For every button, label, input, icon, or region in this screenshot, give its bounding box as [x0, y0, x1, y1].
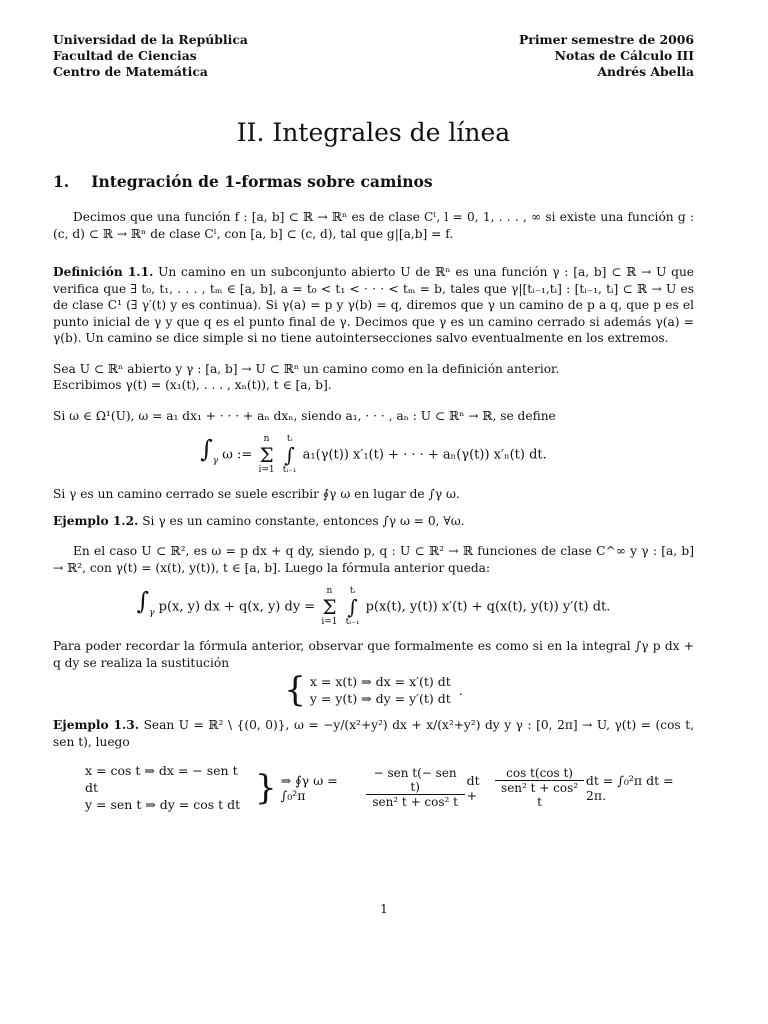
fraction-1-denominator: sen² t + cos² t	[372, 795, 458, 809]
para-closed: Si γ es un camino cerrado se suele escribir ∮γ ω en lugar de ∫γ ω.	[53, 487, 460, 501]
example-1-3	[53, 717, 694, 750]
fraction-2-numerator: cos t(cos t)	[495, 766, 584, 781]
header-center: Centro de Matemática	[53, 64, 208, 79]
para-omega: Si ω ∈ Ω¹(U), ω = a₁ dx₁ + · · · + aₙ dxₙ, siendo a₁, · · · , aₙ : U ⊂ ℝⁿ → ℝ, se define	[53, 408, 556, 423]
fraction-1-numerator: − sen t(− sen t)	[366, 766, 465, 795]
eq2-int-top: tᵢ	[349, 586, 356, 596]
example-1-3-text: Sean U = ℝ² \ {(0, 0)}, ω = −y/(x²+y²) dx + x/(x²+y²) dy y γ : [0, 2π] → U, γ(t) = (cos t, sen t), luego	[53, 718, 695, 749]
eq2-int-bottom: tᵢ₋₁	[345, 617, 360, 627]
header-author: Andrés Abella	[597, 64, 694, 79]
substitution-y: y = y(t) ⇒ dy = y′(t) dt	[309, 691, 451, 706]
example-1-3-label: Ejemplo 1.3.	[53, 718, 139, 732]
eq1-int-bottom: tᵢ₋₁	[282, 465, 297, 475]
definition-text: Un camino en un subconjunto abierto U de ℝⁿ es una función γ : [a, b] ⊂ ℝ → U que verifica que ∃ t₀, t₁, . . . , tₘ ∈ [a, b], a = t₀ < t₁ < · · · < tₘ = b, tales que γ|[tᵢ₋₁,tᵢ] : [tᵢ₋₁, tᵢ] ⊂ ℝ → U es de clase C¹ (∃ γ′(t) y es continua). Si γ(a) = p y γ(b) = q, diremos que γ un camino de p a q, que p es el punto inicial de γ y que q es el punto final de γ. Decimos que γ es un camino cerrado si además γ(a) = γ(b). Un camino se dice simple si no tiene autointersecciones salvo eventualmente en los extremos.	[53, 265, 695, 345]
para-r2: En el caso U ⊂ ℝ², es ω = p dx + q dy, siendo p, q : U ⊂ ℝ² → ℝ funciones de clase C^∞ y γ : [a, b] → ℝ², con γ(t) = (x(t), y(t)), t ∈ [a, b]. Luego la fórmula anterior queda:	[53, 544, 694, 575]
equation-2	[53, 586, 694, 628]
para-remember: Para poder recordar la fórmula anterior, observar que formalmente es como si en la integral ∫γ p dx + q dy se realiza la sustitución	[53, 639, 694, 670]
example-1-3-computation	[53, 762, 694, 813]
definition-block	[53, 264, 694, 347]
para-intro: Decimos que una función f : [a, b] ⊂ ℝ → ℝⁿ es de clase Cˡ, l = 0, 1, . . . , ∞ si existe una función g : (c, d) ⊂ ℝ → ℝⁿ de clase Cˡ, con [a, b] ⊂ (c, d), tal que g|[a,b] = f.	[53, 210, 694, 241]
integral-symbol: $\int_\gamma$	[136, 587, 155, 618]
eq2-lhs: p(x, y) dx + q(x, y) dy =	[158, 599, 316, 615]
eq1-sum-bottom: i=1	[258, 465, 275, 475]
left-brace: {	[284, 670, 306, 710]
page-header	[53, 32, 694, 80]
example-1-2	[53, 513, 694, 530]
example-1-3-mid: dt +	[466, 772, 480, 803]
para-sea-1: Sea U ⊂ ℝⁿ abierto y γ : [a, b] → U ⊂ ℝⁿ un camino como en la definición anterior.	[53, 361, 560, 376]
example-1-3-x: x = cos t ⇒ dx = − sen t dt	[85, 763, 238, 795]
eq1-body: a₁(γ(t)) x′₁(t) + · · · + aₙ(γ(t)) x′ₙ(t) dt.	[302, 447, 547, 463]
eq1-sum-top: n	[263, 434, 270, 444]
equation-1	[53, 434, 694, 476]
header-university: Universidad de la República	[53, 32, 248, 47]
header-right	[519, 32, 694, 80]
eq1-sum: n Σ i=1	[258, 434, 275, 475]
example-1-3-result-a: ⇒ ∮γ ω = ∫₀²π	[280, 772, 338, 803]
header-course: Notas de Cálculo III	[554, 48, 694, 63]
section-number: 1.	[53, 172, 70, 191]
fraction-2-denominator: sen² t + cos² t	[501, 781, 579, 809]
page-number: 1	[380, 902, 388, 916]
eq2-sum-top: n	[326, 586, 333, 596]
eq2-body: p(x(t), y(t)) x′(t) + q(x(t), y(t)) y′(t) dt.	[365, 599, 611, 615]
example-1-3-y: y = sen t ⇒ dy = cos t dt	[85, 797, 241, 812]
right-brace: }	[255, 767, 277, 808]
eq2-integral: tᵢ ∫ tᵢ₋₁	[345, 586, 360, 627]
integral-symbol: $\int_\gamma$	[200, 435, 219, 466]
header-left	[53, 32, 248, 80]
para-sea-2: Escribimos γ(t) = (x₁(t), . . . , xₙ(t)), t ∈ [a, b].	[53, 378, 332, 392]
example-1-2-text: Si γ es un camino constante, entonces ∫γ ω = 0, ∀ω.	[142, 513, 465, 528]
substitution-system: { x = x(t) ⇒ dx = x′(t) dt y = y(t) ⇒ dy = y′(t) dt .	[284, 670, 463, 710]
definition-label: Definición 1.1.	[53, 265, 154, 279]
fraction-1	[366, 766, 465, 809]
eq1-integral: tᵢ ∫ tᵢ₋₁	[282, 434, 297, 475]
header-faculty: Facultad de Ciencias	[53, 48, 197, 63]
example-1-3-result-b: dt = ∫₀²π dt = 2π.	[585, 772, 674, 803]
eq1-int-top: tᵢ	[286, 434, 293, 444]
example-1-2-label: Ejemplo 1.2.	[53, 513, 139, 528]
fraction-2	[495, 766, 584, 809]
header-semester: Primer semestre de 2006	[518, 32, 694, 47]
example-1-3-system	[85, 762, 249, 813]
eq2-sum-bottom: i=1	[321, 617, 338, 627]
page-title: II. Integrales de línea	[236, 118, 511, 147]
section-heading	[53, 172, 694, 191]
eq2-sum: n Σ i=1	[321, 586, 338, 627]
eq1-lhs: ω :=	[222, 447, 253, 463]
substitution-x: x = x(t) ⇒ dx = x′(t) dt	[309, 674, 451, 689]
section-title: Integración de 1-formas sobre caminos	[91, 172, 433, 191]
